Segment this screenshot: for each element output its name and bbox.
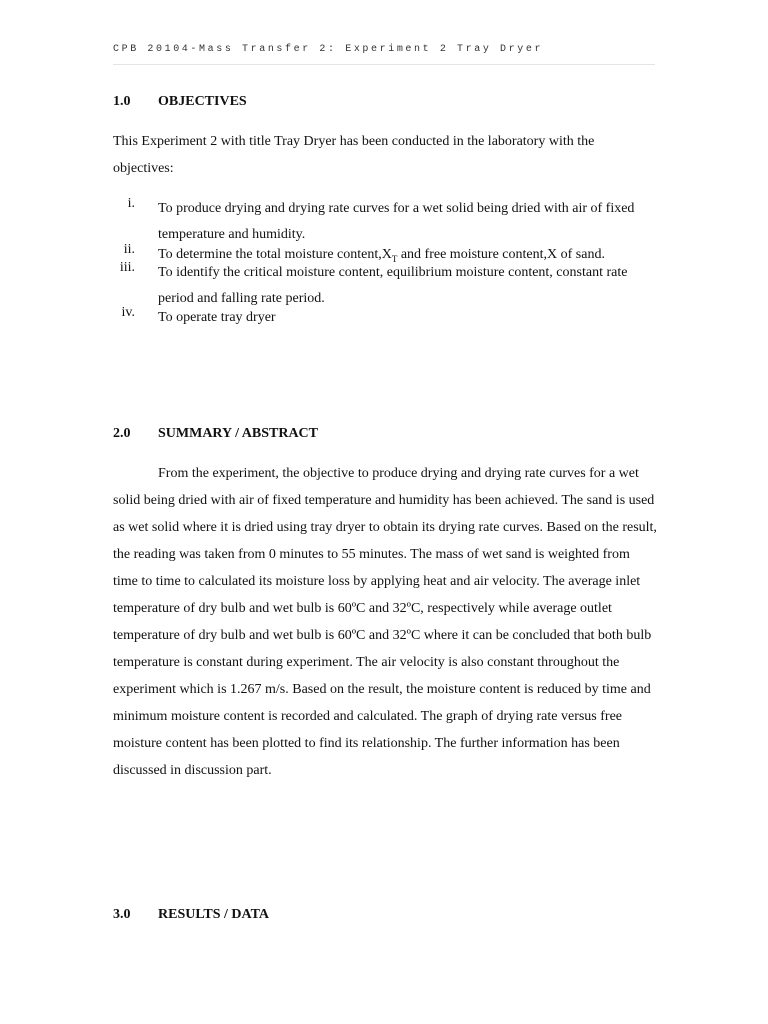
- section-heading-results: [113, 907, 269, 923]
- objectives-intro: This Experiment 2 with title Tray Dryer has been conducted in the laboratory with the objectives:: [113, 134, 595, 176]
- objective-numeral: iv.: [121, 305, 135, 320]
- section-number: 1.0: [113, 94, 131, 109]
- section-title: OBJECTIVES: [158, 94, 247, 109]
- section-number: 3.0: [113, 907, 131, 922]
- section-title: RESULTS / DATA: [158, 907, 270, 922]
- section-heading-summary: [113, 426, 318, 442]
- objective-text: To identify the critical moisture content, equilibrium moisture content, constant rate period and falling rate period.: [158, 265, 628, 306]
- objective-numeral: i.: [127, 196, 135, 211]
- section-heading-objectives: [113, 94, 247, 110]
- objective-text: To produce drying and drying rate curves for a wet solid being dried with air of fixed temperature and humidity.: [158, 201, 635, 242]
- objective-numeral: ii.: [123, 242, 135, 257]
- header-divider: [113, 64, 655, 65]
- subscript-t: T: [391, 253, 398, 264]
- objective-text: To operate tray dryer: [158, 310, 276, 325]
- section-number: 2.0: [113, 426, 131, 441]
- objective-text-part: and free moisture content,X of sand.: [397, 247, 605, 262]
- summary-body: From the experiment, the objective to produce drying and drying rate curves for a wet solid being dried with air of fixed temperature and humidity has been achieved. The sand is used as wet solid where it is dried using tray dryer to obtain its drying rate curves. Based on the result, the reading was taken from 0 minutes to 55 minutes. The mass of wet sand is weighted from time to time to calculated its moisture loss by applying heat and air velocity. The average inlet temperature of dry bulb and wet bulb is 60ºC and 32ºC, respectively while average outlet temperature of dry bulb and wet bulb is 60ºC and 32ºC where it can be concluded that both bulb temperature is constant during experiment. The air velocity is also constant throughout the experiment which is 1.267 m/s. Based on the result, the moisture content is reduced by time and minimum moisture content is recorded and calculated. The graph of drying rate versus free moisture content has been plotted to find its relationship. The further information has been discussed in discussion part.: [113, 466, 657, 778]
- objective-text-part: To determine the total moisture content,X: [158, 247, 392, 262]
- objective-numeral: iii.: [119, 260, 135, 275]
- running-header: CPB 20104-Mass Transfer 2: Experiment 2 Tray Dryer: [113, 44, 544, 55]
- section-title: SUMMARY / ABSTRACT: [158, 426, 319, 441]
